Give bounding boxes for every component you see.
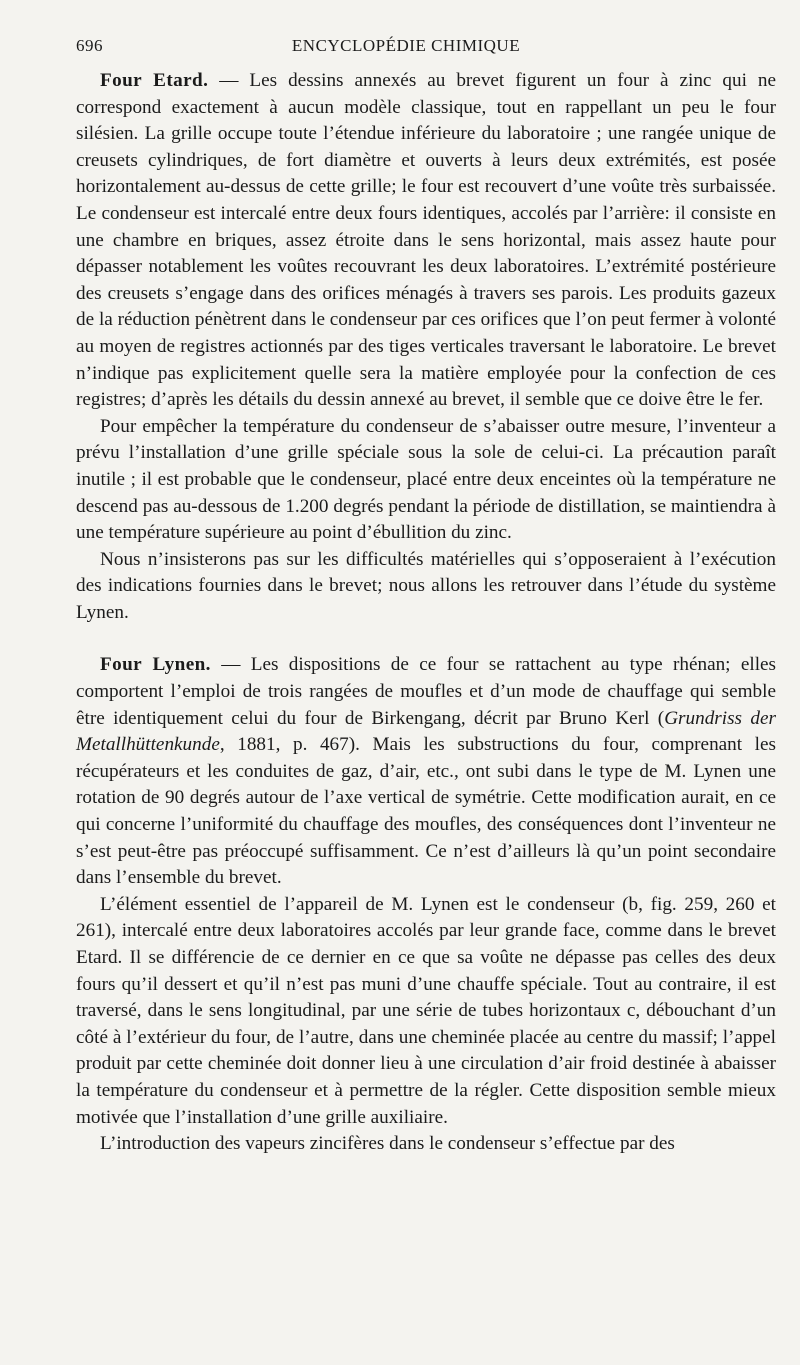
body-paragraph: Nous n’insisterons pas sur les difficultés matérielles qui s’opposeraient à l’exécution des indications fournies dans le brevet; nous allons les retrouver dans l’étude du système Lynen. bbox=[76, 548, 776, 623]
running-header bbox=[76, 36, 776, 66]
body-paragraph: L’élément essentiel de l’appareil de M. Lynen est le condenseur (b, fig. 259, 260 et 261), intercalé entre deux laboratoires accolés par leur grande face, comme dans le brevet Etard. Il se différencie de ce dernier en ce que sa voûte ne dépasse pas celles des deux fours qu’il dessert et qu’il n’est pas muni d’une chauffe spéciale. Tout au contraire, il est traversé, dans le sens longitudinal, par une série de tubes horizontaux c, débouchant d’un côté à l’extérieur du four, de l’autre, dans une cheminée placée au centre du massif; l’appel produit par cette cheminée doit donner lieu à une circulation d’air froid destinée à abaisser la température du condenseur et à permettre de la régler. Cette disposition semble mieux motivée que l’installation d’une grille auxiliaire. bbox=[76, 893, 776, 1128]
section-four-lynen bbox=[76, 652, 776, 1157]
body-paragraph bbox=[76, 652, 776, 891]
body-paragraph bbox=[76, 68, 776, 414]
paragraph-text: — Les dispositions de ce four se rattachent au type rhénan; elles comportent l’emploi de trois rangées de moufles et d’un mode de chauffage qui semble être identiquement celui du four de Birkengang, décrit par Bruno Kerl ( bbox=[76, 654, 777, 729]
section-four-etard bbox=[76, 68, 776, 626]
body-paragraph: Pour empêcher la température du condenseur de s’abaisser outre mesure, l’inventeur a prévu l’installation d’une grille spéciale sous la sole de celui-ci. La précaution paraît inutile ; il est probable que le condenseur, placé entre deux enceintes où la température ne descend pas au-dessous de 1.200 degrés pendant la période de distillation, se maintiendra à une température supérieure au point d’ébullition du zinc. bbox=[76, 415, 776, 544]
body-paragraph: L’introduction des vapeurs zincifères dans le condenseur s’effectue par des bbox=[100, 1133, 675, 1155]
paragraph-text: , 1881, p. 467). Mais les substructions du four, comprenant les récupérateurs et les conduites de gaz, d’air, etc., ont subi dans le type de M. Lynen une rotation de 90 degrés autour de l’axe vertical de symétrie. Cette modification aurait, en ce qui concerne l’uniformité du chauffage des moufles, des conséquences dont l’inventeur ne s’est peut-être pas préoccupé suffisamment. Ce n’est d’ailleurs là qu’un point secondaire dans l’ensemble du brevet. bbox=[76, 734, 776, 889]
section-heading-four-lynen: Four Lynen. bbox=[100, 654, 211, 676]
running-title: ENCYCLOPÉDIE CHIMIQUE bbox=[291, 36, 521, 55]
section-heading-four-etard: Four Etard. bbox=[100, 70, 209, 91]
book-title: Grundriss der Metallhüttenkunde bbox=[76, 707, 776, 756]
paragraph-text: — Les dessins annexés au brevet figurent un four à zinc qui ne correspond exactement à aucun modèle classique, tout en rappellant un peu le four silésien. La grille occupe toute l’étendue inférieure du laboratoire ; une rangée unique de creusets cylindriques, de fort diamètre et ouverts à leurs deux extrémités, est posée horizontalement au-dessus de cette grille; le four est recouvert d’une voûte très surbaissée. Le condenseur est intercalé entre deux fours identiques, accolés par l’arrière: il consiste en une chambre en briques, assez étroite dans le sens horizontal, mais assez haute pour dépasser notablement les voûtes recouvrant les deux laboratoires. L’extrémité postérieure des creusets s’engage dans des orifices ménagés à travers ses parois. Les produits gazeux de la réduction pénètrent dans le condenseur par ces orifices que l’on peut fermer à volonté au moyen de registres actionnés par des tiges verticales traversant le laboratoire. Le brevet n’indique pas explicitement quelle sera la matière employée pour la confection de ces registres; d’après les détails du dessin annexé au brevet, il semble que ce doive être le fer. bbox=[76, 70, 777, 411]
page-number: 696 bbox=[76, 36, 103, 55]
